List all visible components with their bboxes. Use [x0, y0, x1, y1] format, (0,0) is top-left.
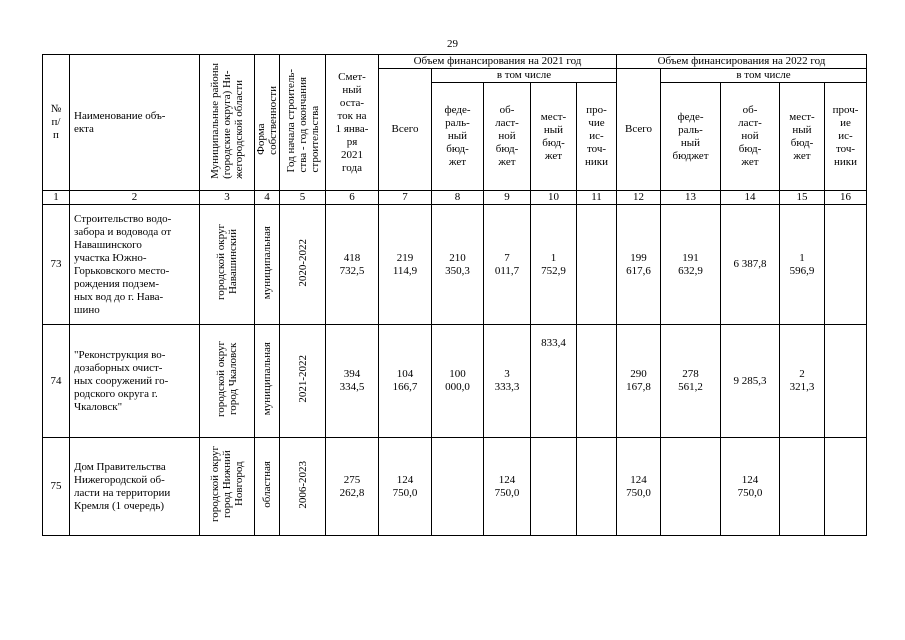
row-ownership-text: муниципальная: [261, 225, 273, 300]
table-row: [43, 205, 867, 325]
header-district-text: Муниципальные районы (городские округа) Ни- жегородской области: [209, 62, 245, 179]
row-years: [280, 205, 326, 325]
header-name: Наименование объ- екта: [70, 55, 200, 191]
row-years-text: 2021-2022: [296, 355, 309, 403]
row-district-text: городской округ город Чкаловск: [215, 340, 239, 418]
row-estimate: 418 732,5: [326, 205, 379, 325]
header-local-2022: мест- ный бюд- жет: [780, 83, 825, 191]
header-other-2021: про- чие ис- точ- ники: [577, 83, 617, 191]
column-number: 15: [780, 191, 825, 205]
header-incl-2022: в том числе: [661, 69, 867, 83]
table-row: [43, 438, 867, 536]
column-number: 11: [577, 191, 617, 205]
header-local-2021: мест- ный бюд- жет: [531, 83, 577, 191]
header-other-2022: проч- ие ис- точ- ники: [825, 83, 867, 191]
row-num: 73: [43, 205, 70, 325]
row-years: [280, 325, 326, 438]
header-num: № п/ п: [43, 55, 70, 191]
row-other-2021: [577, 205, 617, 325]
row-federal-2021: 210 350,3: [432, 205, 484, 325]
row-estimate: 394 334,5: [326, 325, 379, 438]
column-number: 3: [200, 191, 255, 205]
column-number: 16: [825, 191, 867, 205]
row-name: Строительство водо- забора и водовода от Навашинского участка Южно- Горьковского место- рождения подзем- ных вод до г. Нава- шино: [70, 205, 200, 325]
column-number: 1: [43, 191, 70, 205]
column-number: 4: [255, 191, 280, 205]
row-local-2022: [780, 438, 825, 536]
row-num: 74: [43, 325, 70, 438]
header-regional-2022: об- ласт- ной бюд- жет: [721, 83, 780, 191]
header-ownership-text: Форма собственности: [255, 86, 279, 155]
header-federal-2022: феде- раль- ный бюджет: [661, 83, 721, 191]
column-number-row: [43, 191, 867, 205]
column-number: 9: [484, 191, 531, 205]
row-regional-2021: 124 750,0: [484, 438, 531, 536]
row-name: "Реконструкция во- дозаборных очист- ных сооружений го- родского округа г. Чкаловск": [70, 325, 200, 438]
row-total-2021: 124 750,0: [379, 438, 432, 536]
column-number: 12: [617, 191, 661, 205]
header-years: [280, 55, 326, 191]
row-district: [200, 205, 255, 325]
row-federal-2022: 278 561,2: [661, 325, 721, 438]
row-estimate: 275 262,8: [326, 438, 379, 536]
table-row: [43, 325, 867, 438]
header-regional-2021: об- ласт- ной бюд- жет: [484, 83, 531, 191]
row-ownership-text: муниципальная: [261, 342, 273, 416]
column-number: 13: [661, 191, 721, 205]
row-ownership-text: областная: [261, 461, 273, 508]
row-total-2021: 104 166,7: [379, 325, 432, 438]
row-federal-2022: [661, 438, 721, 536]
header-total-2021: Всего: [379, 69, 432, 191]
row-federal-2022: 191 632,9: [661, 205, 721, 325]
row-name: Дом Правительства Нижегородской об- ласти на территории Кремля (1 очередь): [70, 438, 200, 536]
financing-table: [42, 54, 867, 536]
row-total-2022: 124 750,0: [617, 438, 661, 536]
row-other-2022: [825, 325, 867, 438]
header-estimate: Смет- ный оста- ток на 1 янва- ря 2021 года: [326, 55, 379, 191]
row-ownership: [255, 205, 280, 325]
page-number: 29: [447, 38, 458, 50]
column-number: 8: [432, 191, 484, 205]
row-federal-2021: [432, 438, 484, 536]
row-other-2022: [825, 438, 867, 536]
column-number: 5: [280, 191, 326, 205]
row-total-2022: 290 167,8: [617, 325, 661, 438]
row-regional-2022: 6 387,8: [721, 205, 780, 325]
column-number: 10: [531, 191, 577, 205]
column-number: 7: [379, 191, 432, 205]
row-ownership: [255, 325, 280, 438]
row-local-2022: 2 321,3: [780, 325, 825, 438]
row-local-2021: [531, 438, 577, 536]
row-district-text: городской округ Навашинский: [215, 224, 239, 301]
row-district-text: городской округ город Нижний Новгород: [209, 446, 245, 523]
row-years-text: 2006-2023: [296, 460, 309, 509]
row-num: 75: [43, 438, 70, 536]
header-ownership: [255, 55, 280, 191]
row-local-2021: 833,4: [531, 325, 577, 438]
row-other-2021: [577, 325, 617, 438]
header-total-2022: Всего: [617, 69, 661, 191]
row-total-2021: 219 114,9: [379, 205, 432, 325]
row-district: [200, 438, 255, 536]
header-incl-2021: в том числе: [432, 69, 617, 83]
row-years: [280, 438, 326, 536]
header-fin2021: Объем финансирования на 2021 год: [379, 55, 617, 69]
header-fin2022: Объем финансирования на 2022 год: [617, 55, 867, 69]
header-federal-2021: феде- раль- ный бюд- жет: [432, 83, 484, 191]
row-district: [200, 325, 255, 438]
row-federal-2021: 100 000,0: [432, 325, 484, 438]
row-other-2022: [825, 205, 867, 325]
column-number: 6: [326, 191, 379, 205]
row-local-2022: 1 596,9: [780, 205, 825, 325]
header-district: [200, 55, 255, 191]
header-years-text: Год начала строитель- ства - год окончания строительства: [284, 68, 321, 173]
row-total-2022: 199 617,6: [617, 205, 661, 325]
row-regional-2021: 3 333,3: [484, 325, 531, 438]
row-other-2021: [577, 438, 617, 536]
row-regional-2022: 9 285,3: [721, 325, 780, 438]
row-years-text: 2020-2022: [296, 238, 309, 287]
row-local-2021: 1 752,9: [531, 205, 577, 325]
row-regional-2021: 7 011,7: [484, 205, 531, 325]
row-regional-2022: 124 750,0: [721, 438, 780, 536]
column-number: 14: [721, 191, 780, 205]
row-ownership: [255, 438, 280, 536]
column-number: 2: [70, 191, 200, 205]
